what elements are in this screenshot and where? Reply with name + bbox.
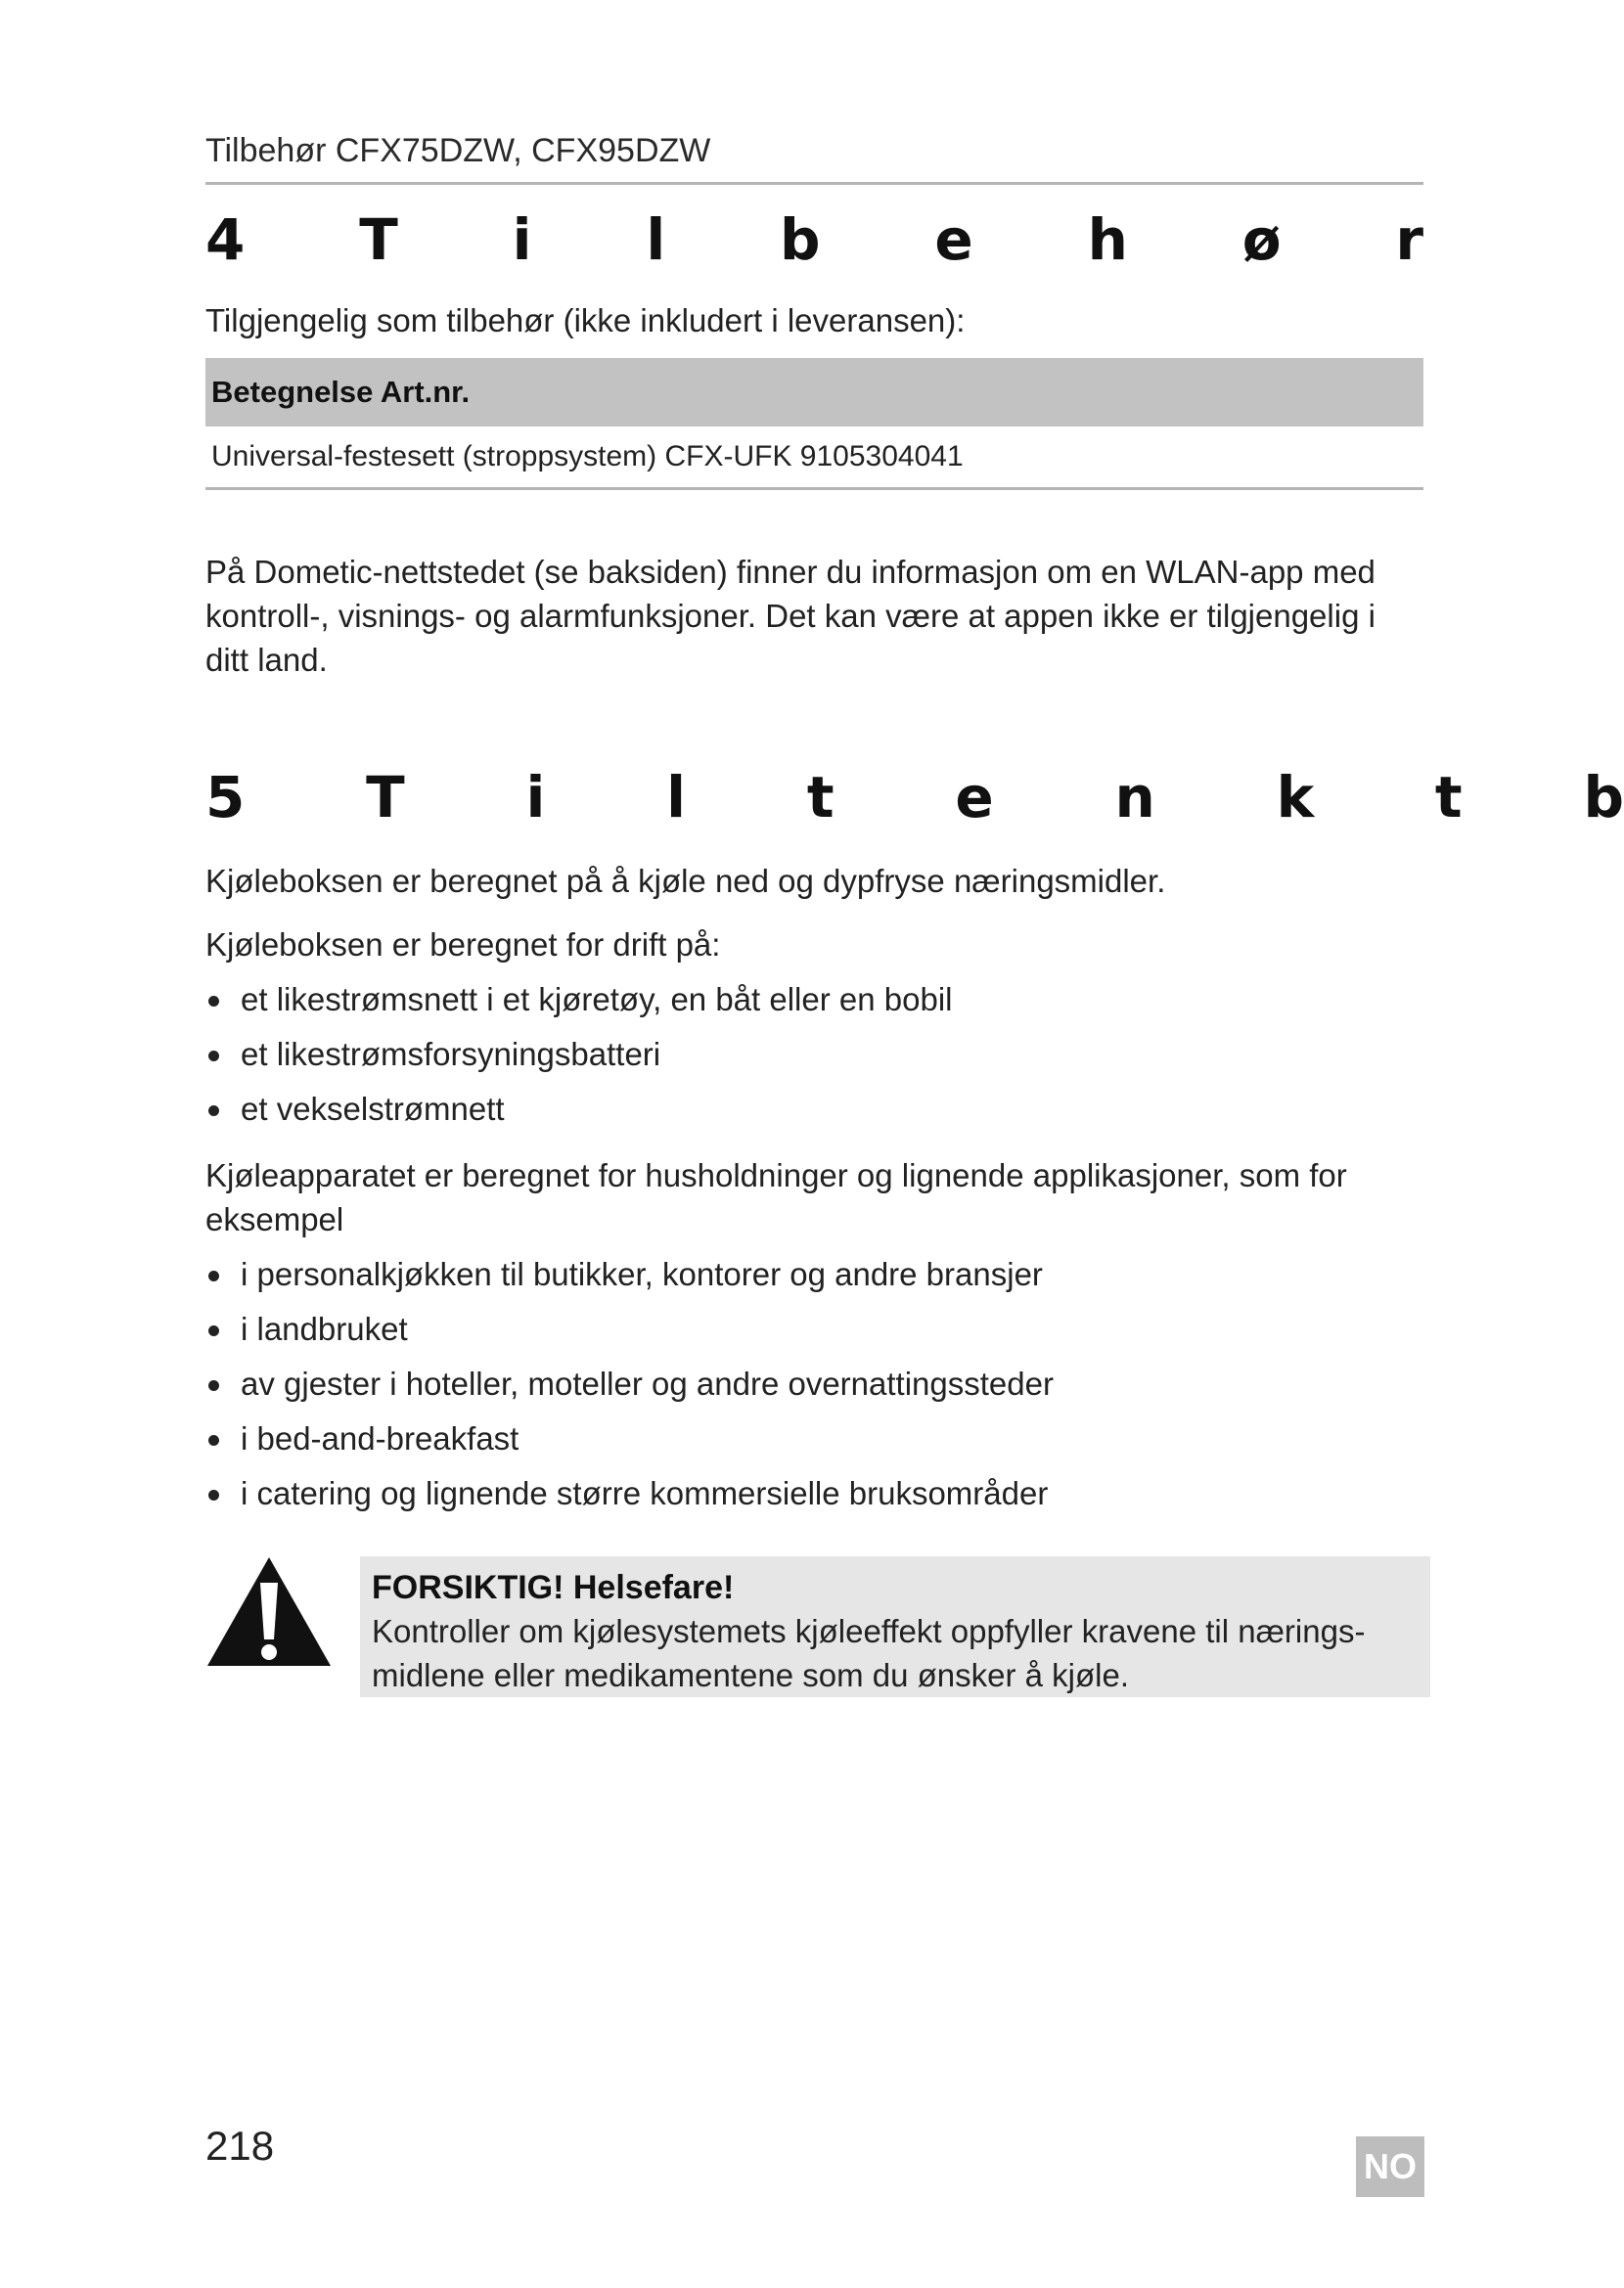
section-4-intro: Tilgjengelig som tilbehør (ikke inkludert i leveransen): (205, 302, 966, 338)
section-4-title (205, 205, 1423, 274)
section-4-title-char: h (1087, 206, 1128, 273)
list-item: et likestrømsnett i et kjøretøy, en båt eller en bobil (205, 972, 1423, 1027)
list-item: i catering og lignende større kommersielle bruksområder (205, 1466, 1423, 1521)
section-5-title (205, 763, 1624, 831)
section-4-title-char: l (646, 206, 666, 273)
section-5-title-char: e (955, 764, 994, 830)
section-4-title-char: e (934, 206, 973, 273)
list-item: et vekselstrømnett (205, 1082, 1423, 1137)
warning-text: Kontroller om kjølesystemets kjøleeffekt oppfyller kravene til nærings-midlene eller medikamentene som du ønsker å kjøle. (372, 1613, 1366, 1693)
section-5-title-char: k (1276, 764, 1315, 830)
section-5-title-char: 5 (205, 764, 246, 830)
section-4-title-char: i (512, 206, 532, 273)
list-item: i bed-and-breakfast (205, 1412, 1423, 1466)
list-item: av gjester i hoteller, moteller og andre overnattingssteder (205, 1357, 1423, 1412)
accessory-table-header: Betegnelse Art.nr. (205, 358, 1423, 426)
section-5-title-char: n (1114, 764, 1155, 830)
section-4-title-char: b (780, 206, 821, 273)
warning-box (360, 1556, 1430, 1697)
power-supply-list (205, 972, 1423, 1137)
section-5-title-char: t (806, 764, 835, 830)
section-5-title-char: l (666, 764, 687, 830)
language-badge: NO (1356, 2136, 1424, 2197)
list-item: i landbruket (205, 1302, 1423, 1357)
section-4-title-char: ø (1241, 206, 1282, 273)
section-5-paragraph: Kjøleboksen er beregnet på å kjøle ned og dypfryse næringsmidler. (205, 863, 1166, 899)
list-item: i personalkjøkken til butikker, kontorer og andre bransjer (205, 1247, 1423, 1302)
section-5-title-char: b (1583, 764, 1624, 830)
list-item: et likestrømsforsyningsbatteri (205, 1027, 1423, 1082)
section-4-title-char: 4 (205, 206, 246, 273)
section-5-title-char: T (366, 764, 405, 830)
section-5-paragraph: Kjøleapparatet er beregnet for husholdninger og lignende applikasjoner, som for eksempel (205, 1157, 1347, 1237)
warning-triangle-icon (205, 1555, 333, 1668)
page-number: 218 (205, 2123, 275, 2169)
running-header: Tilbehør CFX75DZW, CFX95DZW (205, 132, 711, 169)
section-5-title-char: i (525, 764, 546, 830)
accessory-table (205, 358, 1423, 490)
application-list (205, 1247, 1423, 1521)
section-5-title-char: t (1434, 764, 1463, 830)
header-rule (205, 182, 1423, 185)
table-row: Universal-festesett (stroppsystem) CFX-UFK 9105304041 (205, 426, 1423, 490)
section-4-title-char: T (359, 206, 398, 273)
warning-title: FORSIKTIG! Helsefare! (372, 1569, 735, 1606)
section-4-note: På Dometic-nettstedet (se baksiden) finner du informasjon om en WLAN-app med kontroll-, visnings- og alarmfunksjoner. Det kan være at appen ikke er tilgjengelig i ditt land. (205, 554, 1376, 678)
section-4-title-char: r (1395, 206, 1423, 273)
section-5-paragraph: Kjøleboksen er beregnet for drift på: (205, 926, 721, 963)
